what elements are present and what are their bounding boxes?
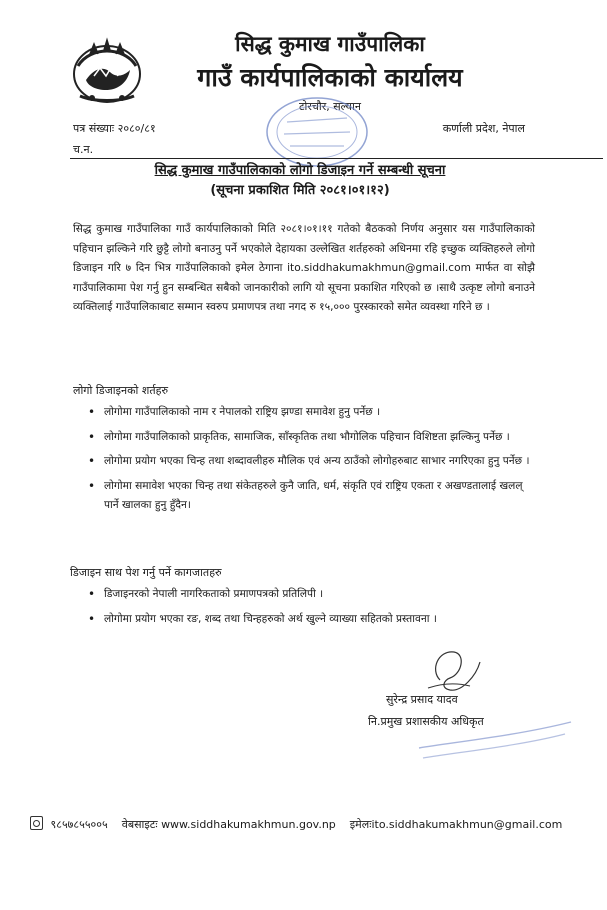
dispatch-number: च.न.	[73, 143, 94, 156]
nepal-emblem-logo	[70, 36, 144, 106]
list-item: • लोगोमा गाउँपालिकाको प्राकृतिक, सामाजिक, साँस्कृतिक तथा भौगोलिक पहिचान विशिष्टता झल्किनु पर्नेछ ।	[88, 428, 538, 448]
notice-body: सिद्ध कुमाख गाउँपालिका गाउँ कार्यपालिकाको मिति २०८१।०१।११ गतेको बैठकको निर्णय अनुसार यस गाउँपालिकाको पहिचान झल्किने गरि छुट्टै लोगो बनाउनु पर्ने भएकोले देहायका उल्लेखित शर्तहरुको अधिनमा रहि इच्छुक व्यक्तिहरुले लोगो डिजाइन गरि ७ दिन भित्र गाउँपालिकाको इमेल ठेगाना ito.siddhakumakhmun@gmail.com मार्फत वा सोझै गाउँपालिकामा पेश गर्नु हुन सम्बन्धित सबैको जानकारीको लागि यो सूचना प्रकाशित गरिएको छ ।साथै उत्कृष्ट लोगो बनाउने व्यक्तिलाई गाउँपालिकाबाट सम्मान स्वरुप प्रमाणपत्र तथा नगद रु १५,००० पुरस्कारको समेत व्यवस्था गरिने छ ।	[73, 223, 535, 314]
signatory-stamp	[415, 712, 575, 767]
handwritten-signature	[410, 640, 500, 700]
notice-title: सिद्ध कुमाख गाउँपालिकाको लोगो डिजाइन गर्ने सम्बन्धी सूचना	[154, 163, 446, 178]
office-location: टोरचौर, सल्यान	[298, 100, 361, 113]
conditions-list	[88, 403, 538, 521]
footer-website[interactable]: www.siddhakumakhmun.gov.np	[161, 818, 336, 831]
list-item: • डिजाइनरको नेपाली नागरिकताको प्रमाणपत्रको प्रतिलिपी ।	[88, 585, 538, 605]
list-item: • लोगोमा प्रयोग भएका चिन्ह तथा शब्दावलीहरु मौलिक एवं अन्य ठाउँको लोगोहरुबाट साभार नगरिएका हुनु पर्नेछ ।	[88, 452, 538, 472]
signatory-title: नि.प्रमुख प्रशासकीय अधिकृत	[368, 715, 484, 728]
phone-icon	[30, 816, 43, 830]
header-divider	[70, 158, 603, 159]
footer-email[interactable]: ito.siddhakumakhmun@gmail.com	[371, 818, 563, 831]
municipality-name: सिद्ध कुमाख गाउँपालिका	[235, 32, 425, 56]
office-name: गाउँ कार्यपालिकाको कार्यालय	[197, 63, 463, 92]
documents-heading: डिजाइन साथ पेश गर्नु पर्ने कागजातहरु	[70, 566, 222, 579]
list-item: • लोगोमा समावेश भएका चिन्ह तथा संकेतहरुले कुनै जाति, धर्म, संकृति एवं राष्ट्रिय एकता र अखण्डतालाई खलल् पार्ने खालका हुनु हुँदैन।	[88, 477, 538, 516]
footer-phone: ९८५७८५५००५	[50, 818, 108, 831]
footer-contact	[30, 816, 590, 832]
reference-number: पत्र संख्याः २०८०/८१	[73, 122, 156, 135]
signatory-name: सुरेन्द्र प्रसाद यादव	[386, 693, 458, 706]
list-item: • लोगोमा गाउँपालिकाको नाम र नेपालको राष्ट्रिय झण्डा समावेश हुनु पर्नेछ ।	[88, 403, 538, 423]
footer-email-label: इमेलः	[349, 818, 372, 831]
notice-publish-date: (सूचना प्रकाशित मिति २०८१।०१।१२)	[210, 183, 390, 198]
footer-website-label: वेबसाइटः	[121, 818, 158, 831]
documents-list	[88, 585, 538, 634]
list-item: • लोगोमा प्रयोग भएका रङ, शब्द तथा चिन्हहरुको अर्थ खुल्ने व्याख्या सहितको प्रस्तावना ।	[88, 610, 538, 630]
conditions-heading: लोगो डिजाइनको शर्तहरु	[73, 384, 169, 397]
province-label: कर्णाली प्रदेश, नेपाल	[442, 122, 525, 135]
